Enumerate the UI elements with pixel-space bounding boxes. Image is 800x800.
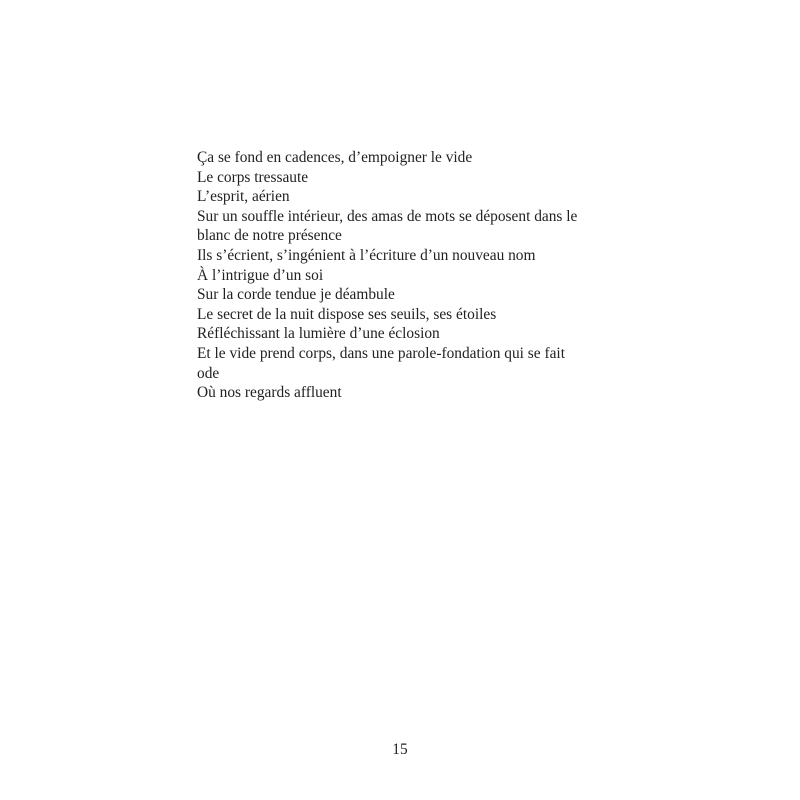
poem-text <box>197 148 577 403</box>
poem-line: Réfléchissant la lumière d’une éclosion <box>197 325 440 343</box>
poem-line: Ça se fond en cadences, d’empoigner le vide <box>197 149 473 166</box>
poem-line: Et le vide prend corps, dans une parole-fondation qui se fait <box>197 344 565 362</box>
poem-line: blanc de notre présence <box>197 227 342 245</box>
poem-line: Ils s’écrient, s’ingénient à l’écriture d’un nouveau nom <box>197 246 536 264</box>
poem-line: À l’intrigue d’un soi <box>197 266 324 284</box>
page-number: 15 <box>392 741 408 758</box>
poem-line: Le secret de la nuit dispose ses seuils, ses étoiles <box>197 305 497 323</box>
poem-line: Où nos regards affluent <box>197 384 342 402</box>
poem-line: L’esprit, aérien <box>197 188 290 206</box>
poem-line: ode <box>197 364 220 382</box>
poem-line: Le corps tressaute <box>197 168 309 186</box>
poem-line: Sur la corde tendue je déambule <box>197 286 395 304</box>
poem-line: Sur un souffle intérieur, des amas de mots se déposent dans le <box>197 207 578 225</box>
